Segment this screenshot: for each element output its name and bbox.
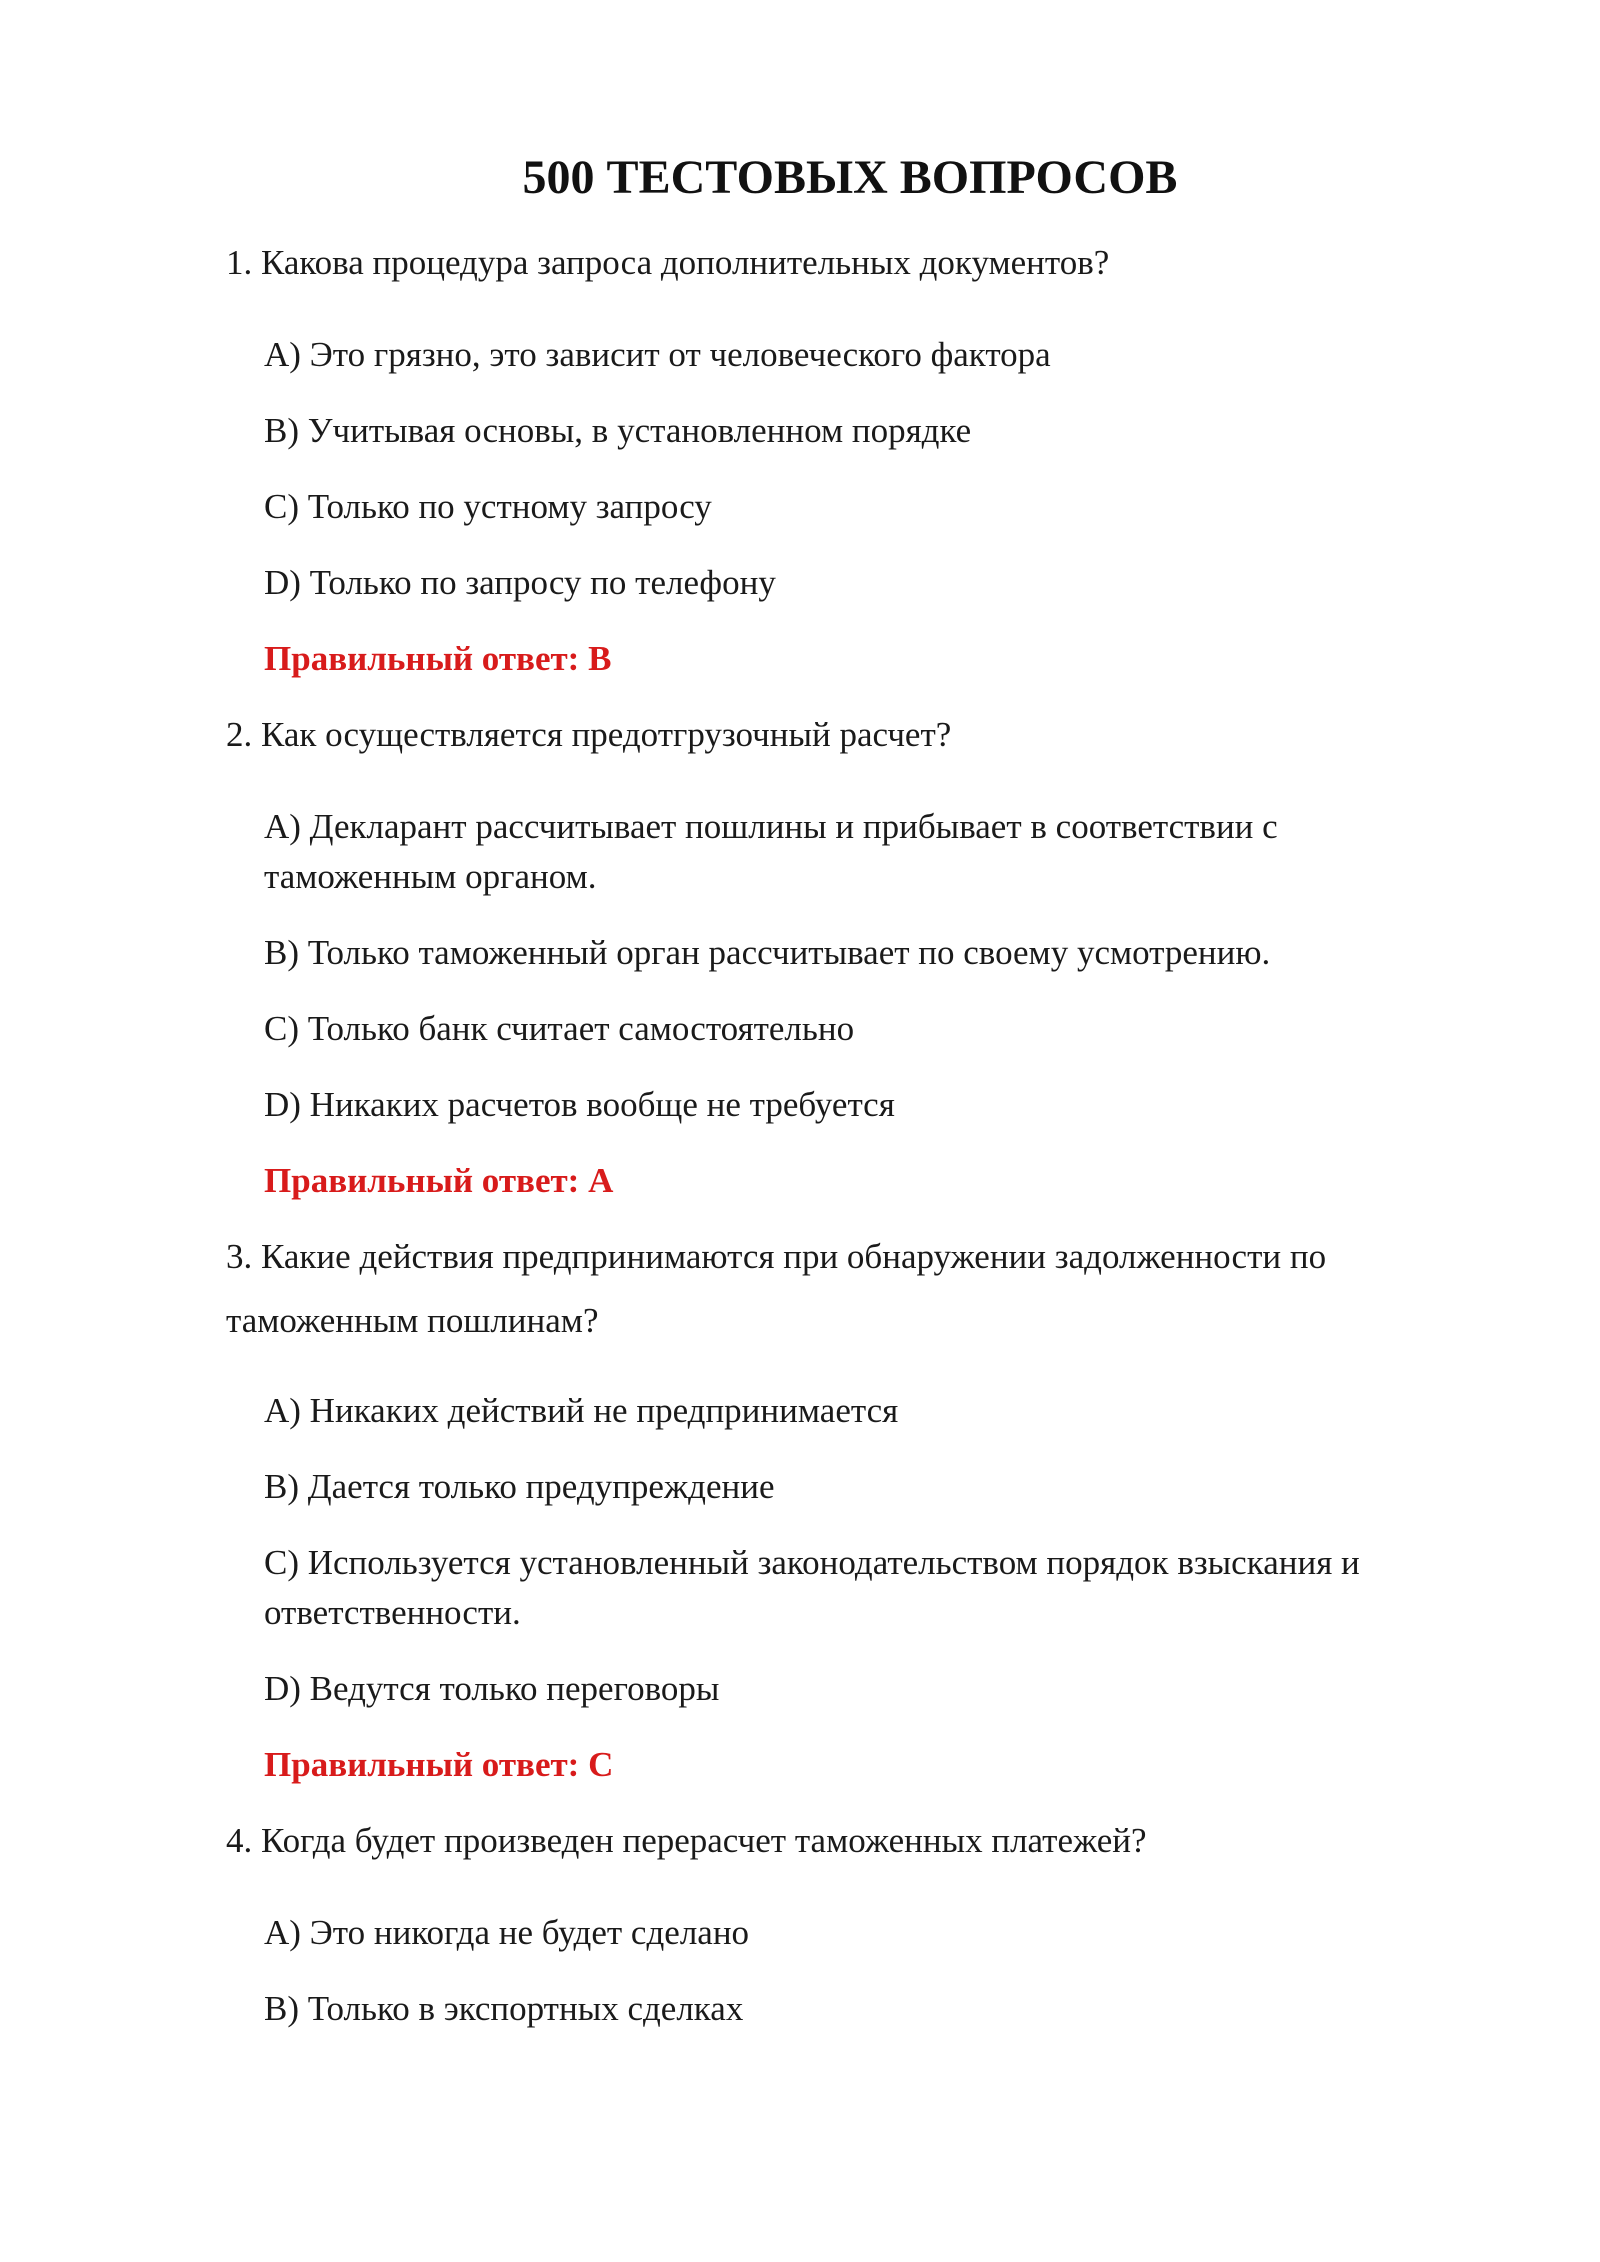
- question-4-option-a: A) Это никогда не будет сделано: [264, 1913, 750, 1952]
- question-3-option-c: C) Используется установленный законодательством порядок взыскания и: [264, 1543, 1360, 1582]
- question-2-correct-answer: Правильный ответ: A: [264, 1161, 614, 1200]
- question-2-option-a: A) Декларант рассчитывает пошлины и прибывает в соответствии с: [264, 807, 1278, 846]
- question-1-correct-answer: Правильный ответ: B: [264, 639, 612, 678]
- question-2-option-a-continued: таможенным органом.: [264, 857, 597, 896]
- question-2-option-b: B) Только таможенный орган рассчитывает по своему усмотрению.: [264, 933, 1271, 972]
- question-3-option-d: D) Ведутся только переговоры: [264, 1669, 720, 1708]
- question-1-text: 1. Какова процедура запроса дополнительных документов?: [226, 243, 1110, 282]
- question-2-text: 2. Как осуществляется предотгрузочный расчет?: [226, 715, 952, 754]
- question-1-option-a: A) Это грязно, это зависит от человеческого фактора: [264, 335, 1051, 374]
- question-2-option-d: D) Никаких расчетов вообще не требуется: [264, 1085, 895, 1124]
- document-title: 500 ТЕСТОВЫХ ВОПРОСОВ: [522, 151, 1178, 204]
- question-4-text: 4. Когда будет произведен перерасчет таможенных платежей?: [226, 1821, 1147, 1860]
- question-3-option-b: B) Дается только предупреждение: [264, 1467, 775, 1506]
- question-3-option-c-continued: ответственности.: [264, 1593, 521, 1632]
- question-1-option-d: D) Только по запросу по телефону: [264, 563, 776, 602]
- question-3-option-a: A) Никаких действий не предпринимается: [264, 1391, 899, 1430]
- question-3-correct-answer: Правильный ответ: C: [264, 1745, 614, 1784]
- question-3-text-continued: таможенным пошлинам?: [226, 1301, 599, 1340]
- question-4-option-b: B) Только в экспортных сделках: [264, 1989, 744, 2028]
- question-1-option-b: B) Учитывая основы, в установленном порядке: [264, 411, 972, 450]
- question-3-text: 3. Какие действия предпринимаются при обнаружении задолженности по: [226, 1237, 1327, 1276]
- question-1-option-c: C) Только по устному запросу: [264, 487, 712, 526]
- question-2-option-c: C) Только банк считает самостоятельно: [264, 1009, 855, 1048]
